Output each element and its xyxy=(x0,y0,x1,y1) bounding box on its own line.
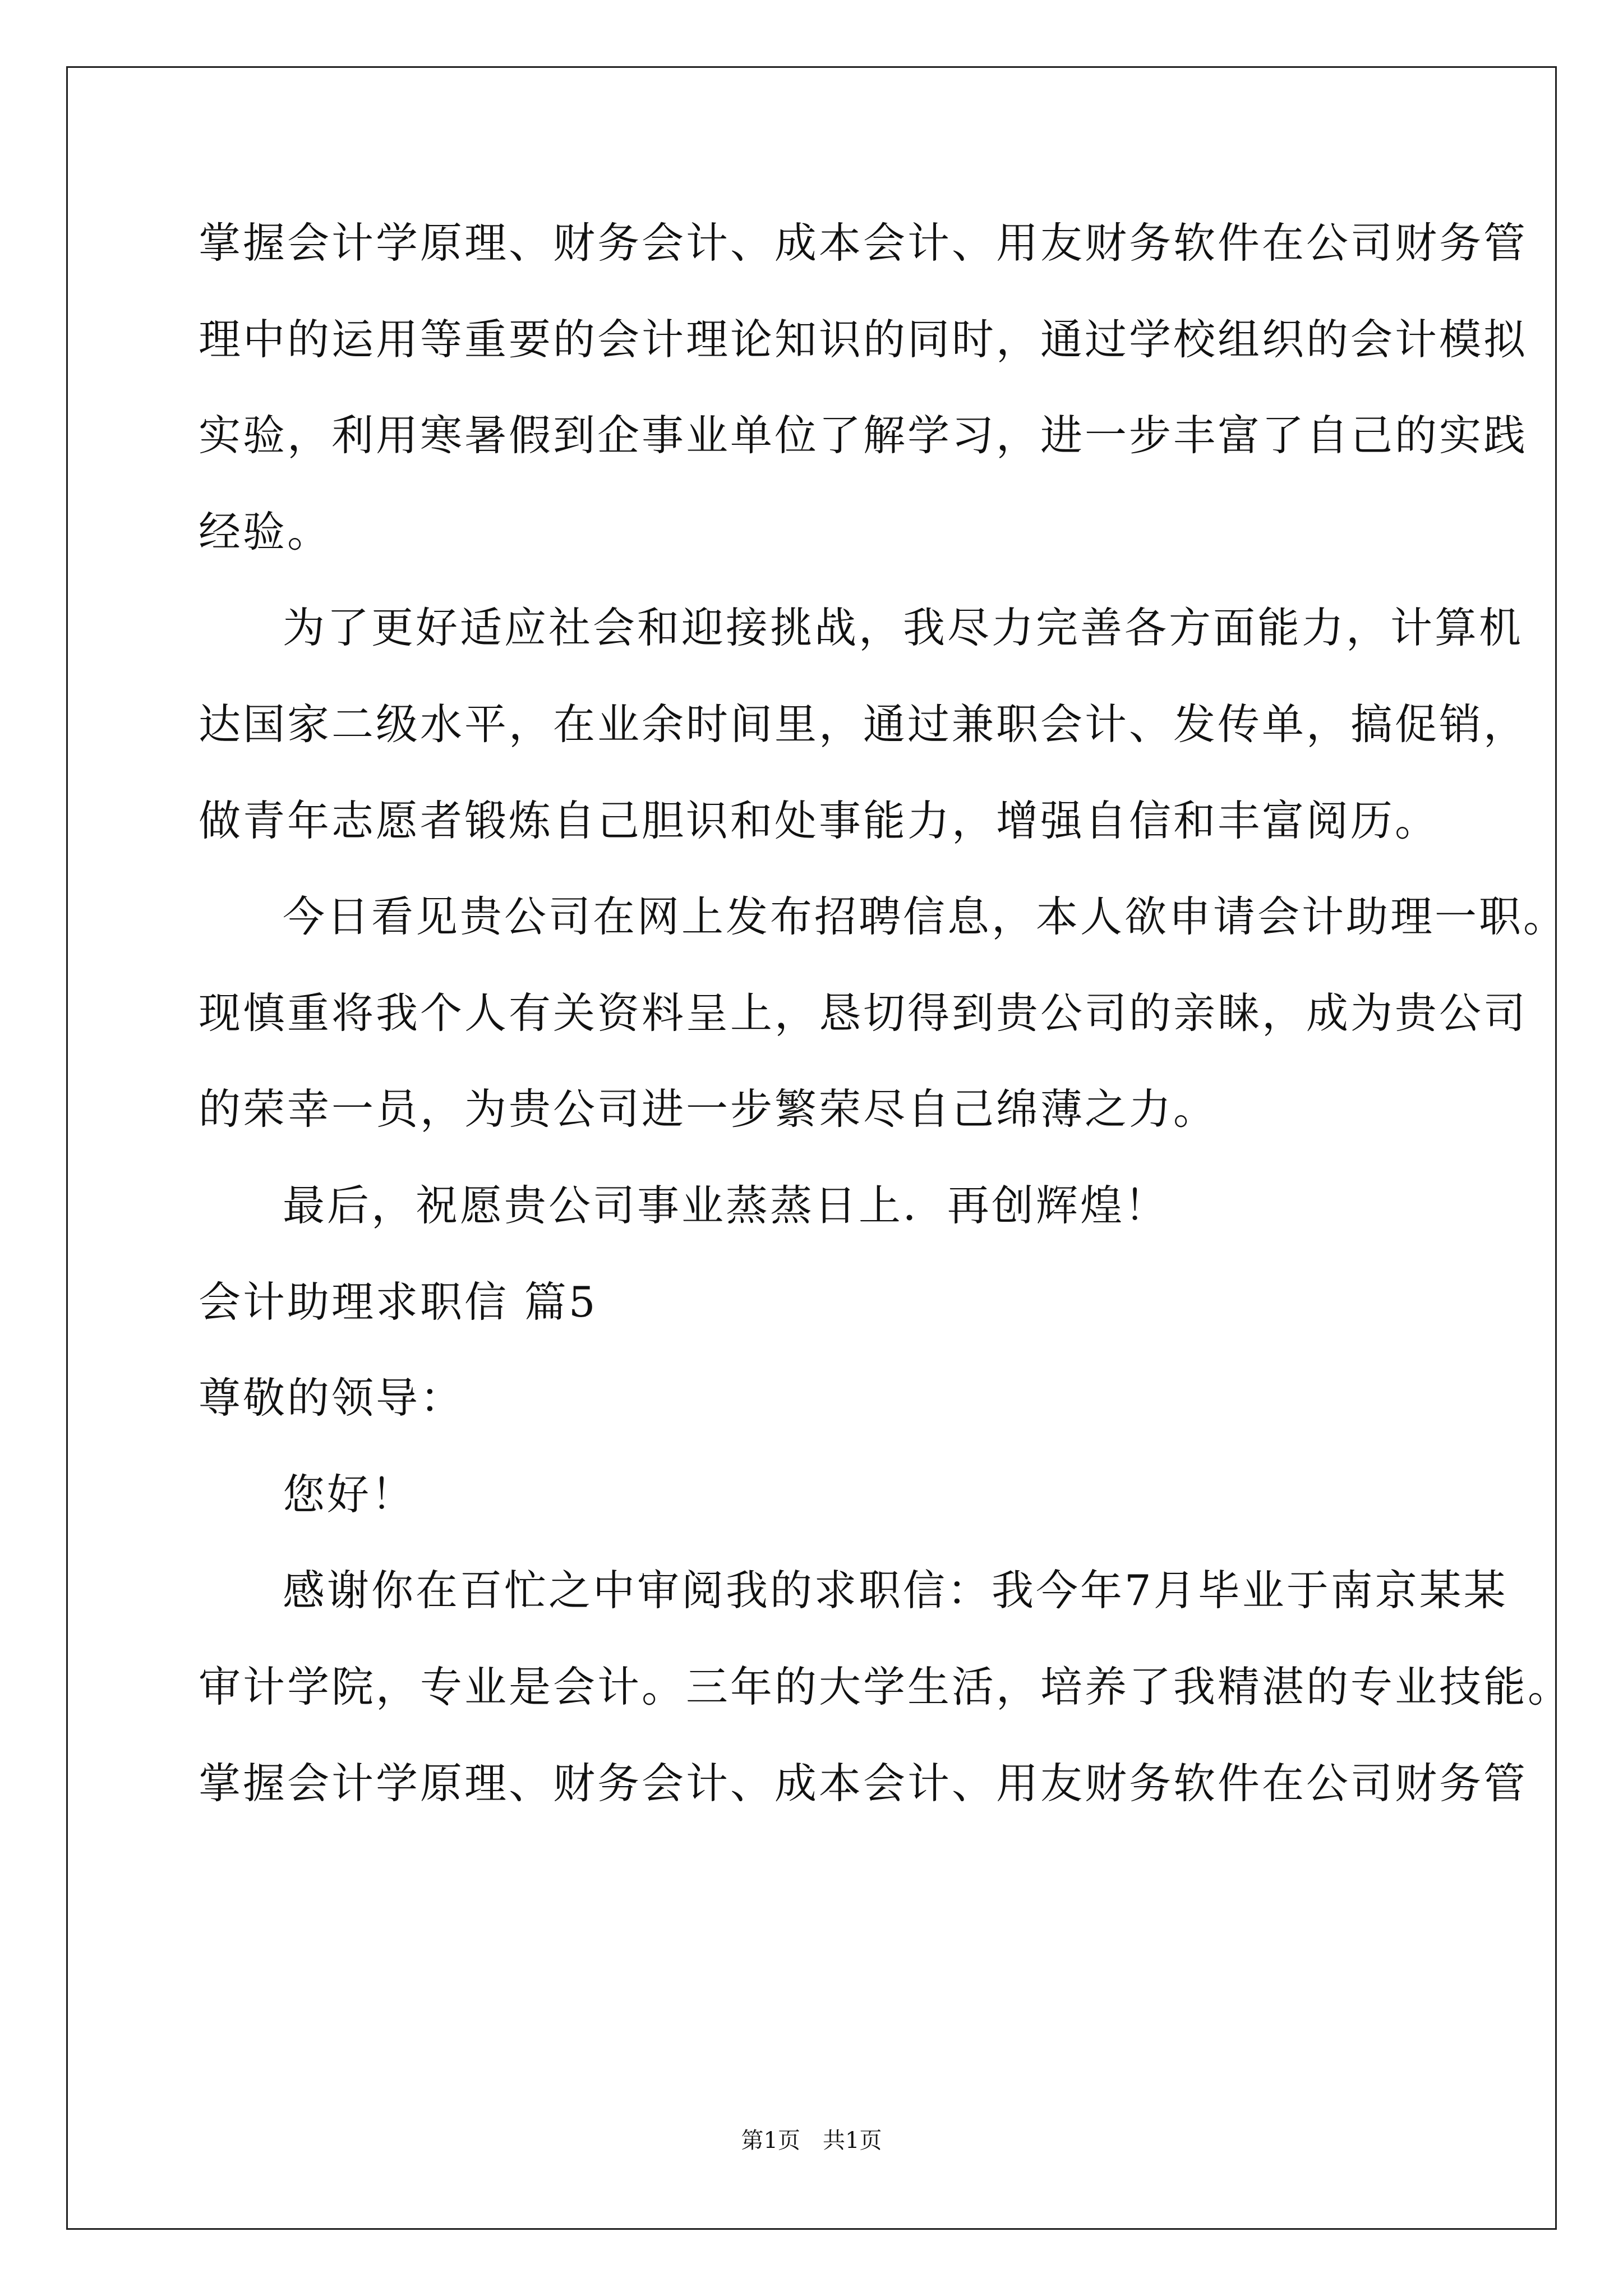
body-line: 理中的运用等重要的会计理论知识的同时，通过学校组织的会计模拟 xyxy=(199,315,1528,364)
salutation: 尊敬的领导： xyxy=(199,1373,465,1423)
body-line: 做青年志愿者锻炼自己胆识和处事能力，增强自信和丰富阅历。 xyxy=(199,796,1440,845)
body-line: 为了更好适应社会和迎接挑战，我尽力完善各方面能力，计算机 xyxy=(283,603,1524,652)
body-line: 感谢你在百忙之中审阅我的求职信：我今年7月毕业于南京某某 xyxy=(283,1566,1508,1615)
body-line: 现慎重将我个人有关资料呈上，恳切得到贵公司的亲睐，成为贵公司 xyxy=(199,988,1528,1038)
body-line: 达国家二级水平，在业余时间里，通过兼职会计、发传单，搞促销， xyxy=(199,700,1528,749)
page-frame xyxy=(66,66,1557,2230)
body-line: 的荣幸一员，为贵公司进一步繁荣尽自己绵薄之力。 xyxy=(199,1084,1218,1134)
page-number: 第1页 共1页 xyxy=(741,2128,882,2154)
body-line: 审计学院，专业是会计。三年的大学生活，培养了我精湛的专业技能。 xyxy=(199,1662,1573,1711)
section-heading: 会计助理求职信 篇5 xyxy=(199,1277,598,1327)
body-line: 掌握会计学原理、财务会计、成本会计、用友财务软件在公司财务管 xyxy=(199,218,1528,268)
body-line: 今日看见贵公司在网上发布招聘信息，本人欲申请会计助理一职。 xyxy=(283,892,1568,941)
body-line: 经验。 xyxy=(199,507,332,556)
body-line: 实验，利用寒暑假到企事业单位了解学习，进一步丰富了自己的实践 xyxy=(199,411,1528,460)
body-line: 最后，祝愿贵公司事业蒸蒸日上．再创辉煌！ xyxy=(283,1181,1169,1230)
body-line: 掌握会计学原理、财务会计、成本会计、用友财务软件在公司财务管 xyxy=(199,1759,1528,1808)
greeting: 您好！ xyxy=(283,1470,416,1519)
